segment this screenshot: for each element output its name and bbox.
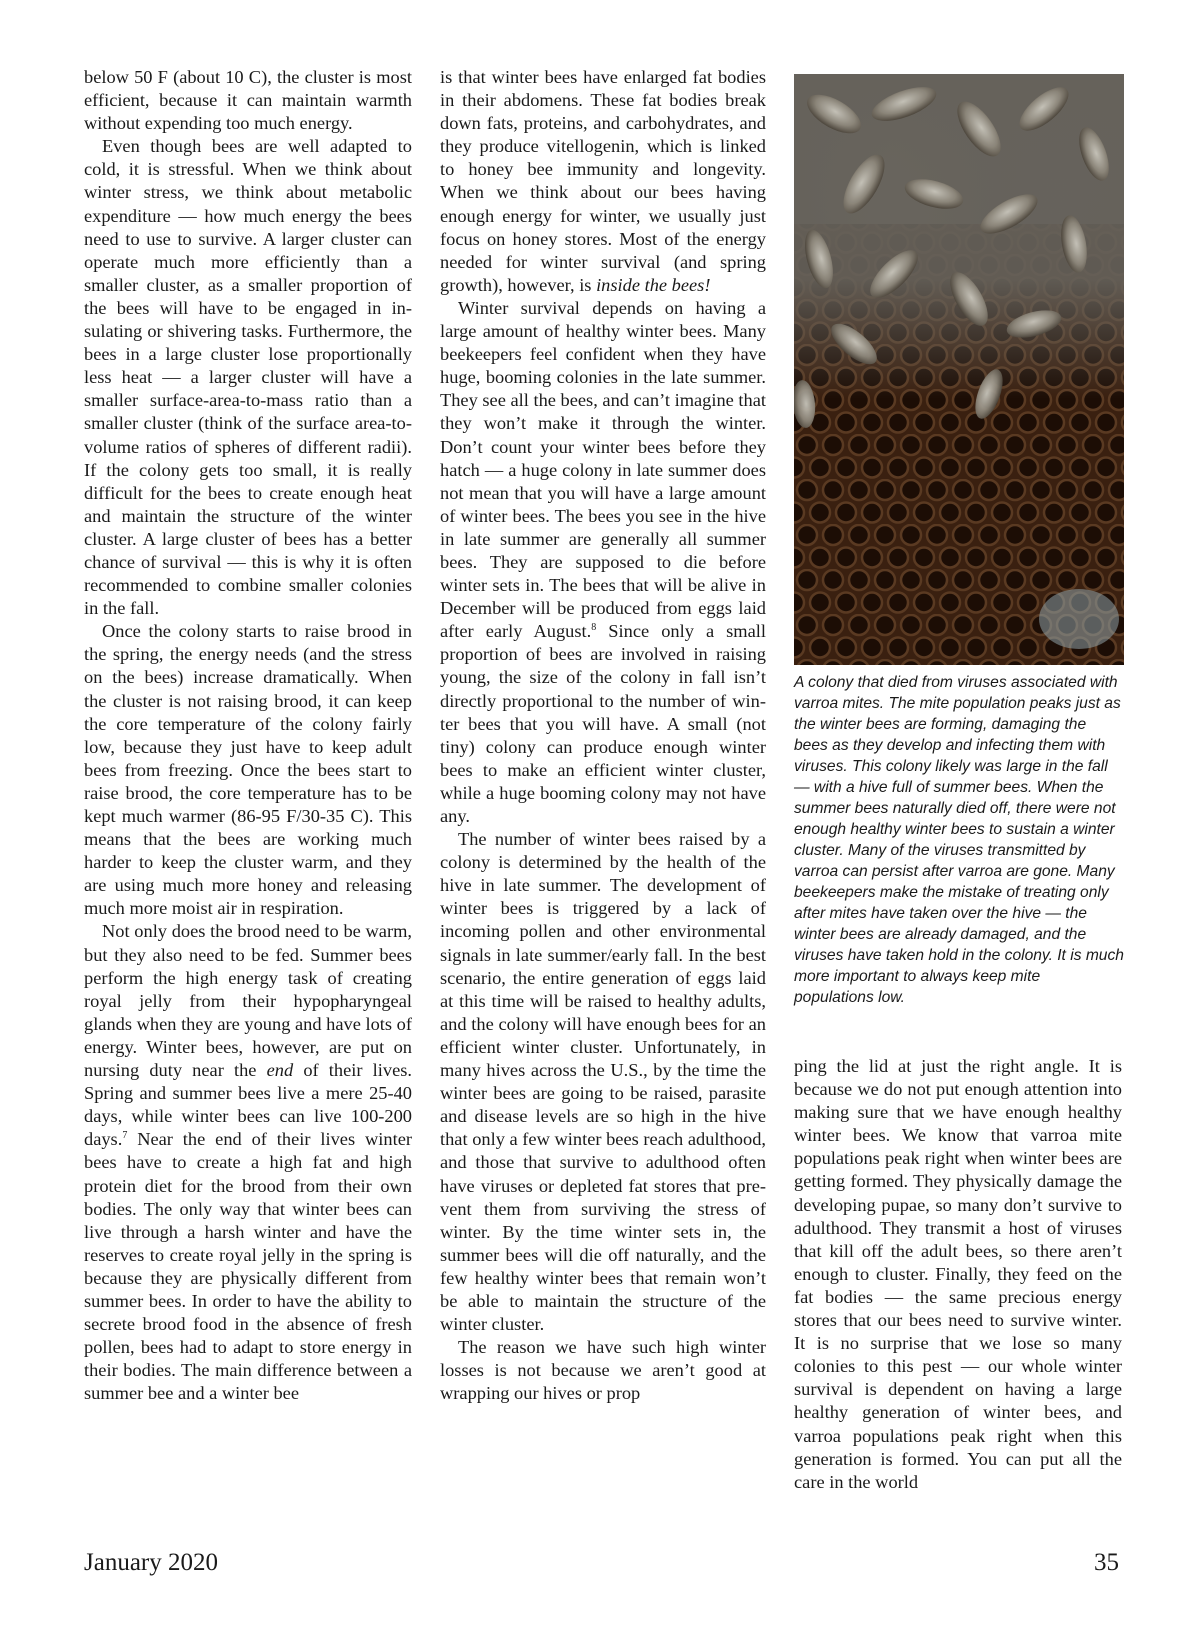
article-column-1	[84, 66, 412, 1405]
photo-dead-colony-honeycomb	[794, 74, 1124, 665]
text-run: Winter survival depends on having a large amount of healthy winter bees. Many beekeepers feel confident when they have huge, booming colonies in the late summer. They see all the bees, and can’t imagine that they won’t make it through the winter. Don’t count your winter bees before they hatch — a huge colony in late summer does not mean that you will have a large amount of winter bees. The bees you see in the hive in late summer are generally all summer bees. They are supposed to die before winter sets in. The bees that will be alive in December will be produced from eggs laid after early August.	[440, 297, 766, 642]
paragraph: The reason we have such high winter losses is not because we aren’t good at wrapping our hives or prop	[440, 1337, 766, 1404]
paragraph	[440, 297, 766, 828]
footnote-ref: 7	[122, 1130, 128, 1142]
photo-caption: A colony that died from viruses associated with varroa mites. The mite population peaks just as the winter bees are forming, damaging the bees as they develop and infecting them with viruses. This colony likely was large in the fall — with a hive full of summer bees. When the summer bees naturally died off, there were not enough healthy winter bees to sustain a winter cluster. Many of the viruses transmitted by varroa can persist after varroa are gone. Many beekeepers make the mistake of treating only after mites have taken over the hive — the winter bees are already damaged, and the viruses have taken hold in the colony. It is much more important to always keep mite populations low.	[794, 674, 1124, 1006]
paragraph	[440, 66, 766, 297]
text-run: Since only a small proportion of bees are involved in raising young, the size of the colony in fall isn’t directly proportional to the number of winter bees that you will have. A small (not tiny) colony can produce enough winter bees to make an efficient winter cluster, while a huge booming colony may not have any.	[440, 621, 766, 826]
text-run: Near the end of their lives winter bees have to create a high fat and high protein diet for the brood from their own bodies. The only way that winter bees can live through a harsh winter and have the reserves to create royal jelly in the spring is because they are physically different from summer bees. In order to have the ability to secrete brood food in the absence of fresh pollen, bees had to adapt to store energy in their bodies. The main difference between a summer bee and a winter bee	[84, 1129, 412, 1404]
text-run: of their lives. Spring and summer bees live a mere 25-40 days, while winter bees can live 100-200 days.	[84, 1060, 412, 1150]
paragraph: The number of winter bees raised by a colony is determined by the health of the hive in late summer. The development of winter bees is triggered by a lack of incoming pollen and other environmental signals in late summer/early fall. In the best scenario, the entire generation of eggs laid at this time will be raised to healthy adults, and the colony will have enough bees for an efficient winter cluster. Unfortunately, in many hives across the U.S., by the time the winter bees are going to be raised, parasite and disease levels are so high in the hive that only a few winter bees reach adulthood, and those that survive to adulthood often have viruses or depleted fat stores that prevent them from surviving the stress of winter. By the time winter sets in, the summer bees will die off naturally, and the few healthy winter bees that remain won’t be able to maintain the structure of the winter cluster.	[440, 829, 766, 1335]
paragraph: Once the colony starts to raise brood in the spring, the energy needs (and the stress on the bees) increase dramatically. When the cluster is not raising brood, it can keep the core temperature of the colony fairly low, because they just have to keep adult bees from freezing. Once the bees start to raise brood, the core temperature has to be kept much warmer (86-95 F/30-35 C). This means that the bees are working much harder to keep the cluster warm, and they are using much more honey and releasing much more moist air in respiration.	[84, 621, 412, 919]
paragraph	[84, 920, 412, 1405]
mold-patch	[1039, 589, 1119, 649]
article-column-3	[794, 1055, 1122, 1494]
text-run: Not only does the brood need to be warm, but they also need to be fed. Summer bees perform the high energy task of creating royal jelly from their hypopharyngeal glands when they are young and have lots of energy. Winter bees, however, are put on nursing duty near the	[84, 921, 412, 1081]
footnote-ref: 8	[591, 622, 597, 634]
article-column-2	[440, 66, 766, 1405]
emphasis: end	[266, 1060, 294, 1081]
paragraph: below 50 F (about 10 C), the cluster is most efficient, because it can maintain warmth without expending too much energy.	[84, 67, 412, 134]
footer-page-number: 35	[1094, 1549, 1119, 1576]
paragraph: Even though bees are well adapted to cold, it is stressful. When we think about winter stress, we think about metabolic expenditure — how much energy the bees need to use to survive. A larger cluster can operate much more efficiently than a smaller cluster, as a smaller proportion of the bees will have to be engaged in insulating or shivering tasks. Furthermore, the bees in a large cluster lose proportionally less heat — a larger cluster will have a smaller surface-area-to-mass ratio than a smaller cluster (think of the surface area-to-volume ratios of spheres of different radii). If the colony gets too small, it is really difficult for the bees to create enough heat and maintain the structure of the winter cluster. A large cluster of bees has a better chance of survival — this is why it is often recommended to combine smaller colonies in the fall.	[84, 136, 412, 619]
footer-issue-date: January 2020	[84, 1549, 218, 1576]
honeycomb-illustration	[794, 74, 1124, 665]
emphasis: inside the bees!	[596, 274, 711, 295]
text-run: is that winter bees have enlarged fat bodies in their abdomens. These fat bodies break down fats, proteins, and carbohydrates, and they produce vitellogenin, which is linked to honey bee immunity and longevity. When we think about our bees having enough energy for winter, we usually just focus on honey stores. Most of the energy needed for winter survival (and spring growth), however, is	[440, 67, 766, 295]
paragraph: ping the lid at just the right angle. It is because we do not put enough attention into making sure that we have enough healthy winter bees. We know that varroa mite populations peak right when winter bees are getting formed. They physically damage the developing pupae, so many don’t survive to adulthood. They transmit a host of viruses that kill off the adult bees, so there aren’t enough to cluster. Finally, they feed on the fat bodies — the same precious energy stores that our bees need to survive winter. It is no surprise that we lose so many colonies to this pest — our whole winter survival is dependent on having a large healthy generation of winter bees, and varroa populations peak right when this generation is formed. You can put all the care in the world	[794, 1056, 1122, 1492]
